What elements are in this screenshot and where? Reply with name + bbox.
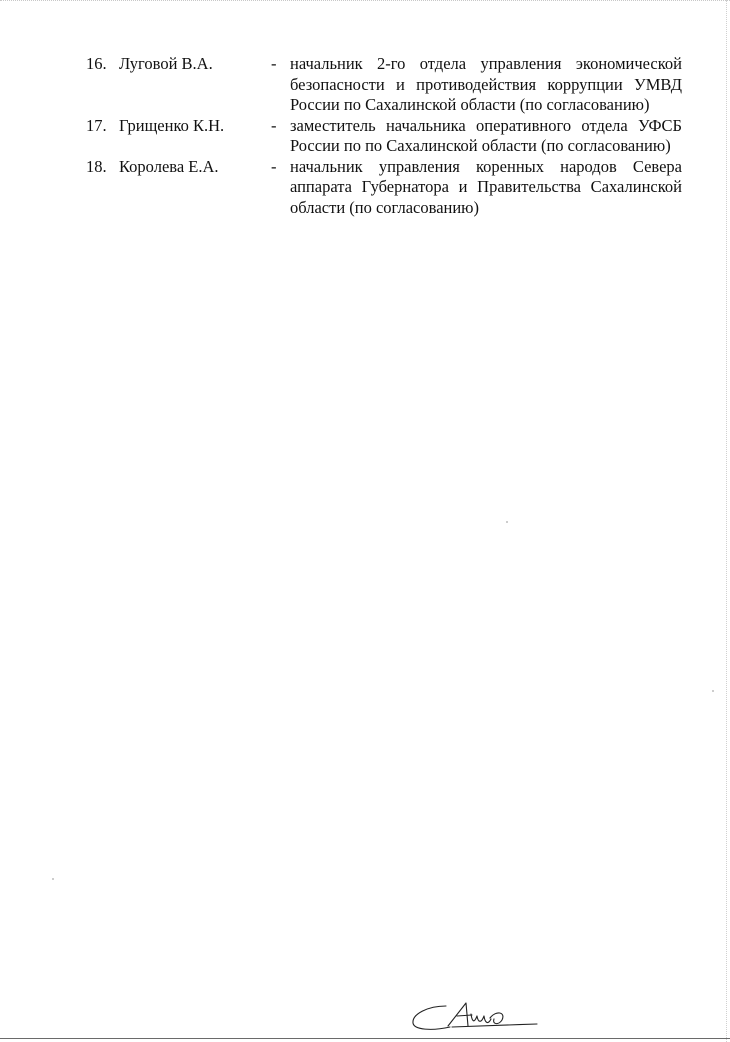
member-position: начальник управления коренных народов Севера аппарата Губернатора и Правительства Сахалинской области (по согласованию) — [290, 156, 682, 217]
list-item — [86, 116, 682, 157]
scan-top-edge — [0, 0, 730, 3]
scan-speck — [712, 690, 714, 692]
scan-bottom-edge — [0, 1038, 730, 1039]
scan-right-edge — [725, 0, 727, 1042]
item-dash: - — [271, 54, 277, 73]
list-item — [86, 54, 682, 116]
scan-speck — [506, 521, 508, 523]
item-number: 17. — [86, 115, 107, 135]
member-position: начальник 2-го отдела управления экономической безопасности и противодействия коррупции УМВД России по Сахалинской области (по согласованию) — [290, 54, 682, 114]
item-dash: - — [271, 156, 277, 176]
members-list — [86, 54, 682, 218]
member-name: Грищенко К.Н. — [119, 115, 225, 135]
member-name: Луговой В.А. — [119, 54, 213, 73]
item-dash: - — [271, 115, 277, 135]
member-position: заместитель начальника оперативного отдела УФСБ России по по Сахалинской области (по согласованию) — [290, 115, 682, 155]
item-number: 16. — [86, 54, 107, 73]
list-item — [86, 157, 682, 219]
scan-speck — [52, 878, 54, 880]
item-number: 18. — [86, 156, 107, 176]
handwritten-signature — [408, 996, 540, 1032]
member-name: Королева Е.А. — [119, 156, 219, 176]
